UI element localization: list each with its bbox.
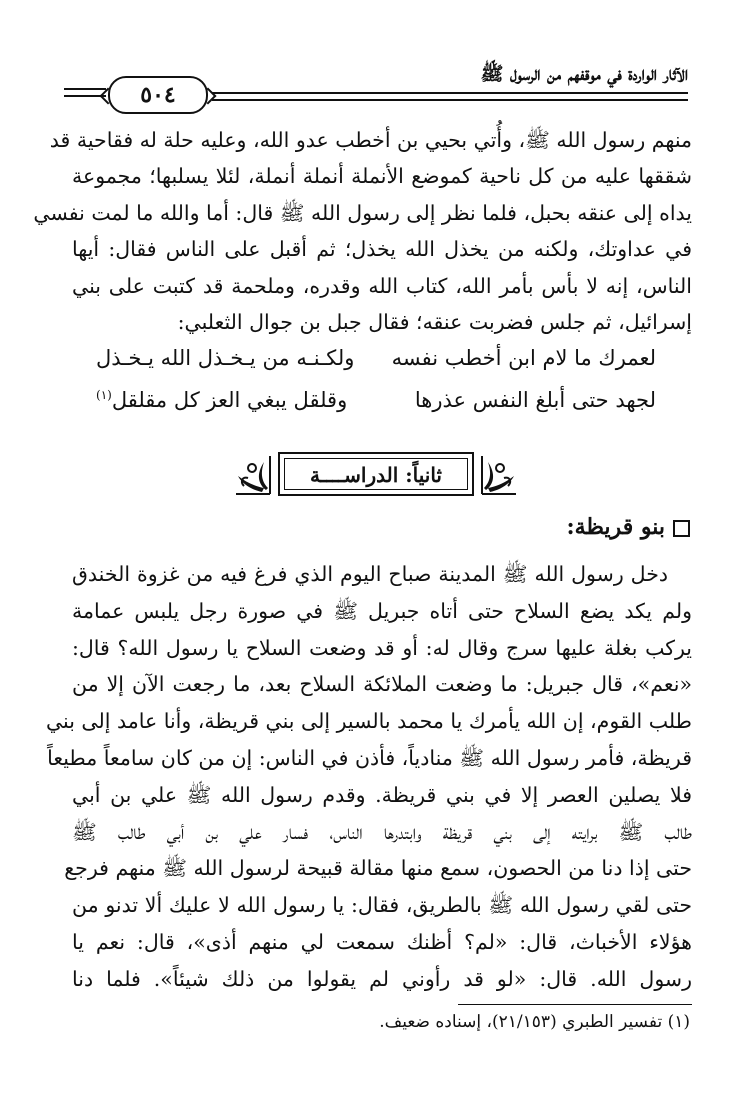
text-line: قريظة، فأمر رسول الله ﷺ منادياً، فأذن في الناس: إن من كان سامعاً مطيعاً	[47, 745, 692, 770]
footnote: (١) تفسير الطبري (٢١/١٥٣)، إسناده ضعيف.	[379, 1012, 690, 1032]
text-line: طالب ﷺ برايته إلى بني قريظة وابتدرها الناس، فسار علي بن أبي طالب ﷺ	[72, 819, 692, 844]
section-title: ثانياً: الدراســــة	[284, 458, 468, 490]
text-line: رسول الله. قال: «لو قد رأوني لم يقولوا من ذلك شيئاً». فلما دنا	[72, 966, 692, 991]
text-line: هؤلاء الأخباث، قال: «لم؟ أظنك سمعت لي منهم أذى»، قال: نعم يا	[72, 929, 692, 954]
text-line: الناس، إنه لا بأس بأمر الله، كتاب الله وقدره، وملحمة قد كتبت على بني	[72, 273, 692, 298]
text-line: إسرائيل، ثم جلس فضربت عنقه؛ فقال جبل بن جوال الثعلبي:	[177, 310, 692, 335]
text-line: طلب القوم، إن الله يأمرك يا محمد بالسير إلى بني قريظة، وأنا عامد إلى بني	[45, 709, 692, 734]
text-line: «نعم»، قال جبريل: ما وضعت الملائكة السلاح بعد، ما رجعت الآن إلا من	[72, 672, 692, 697]
text-line: منهم رسول الله ﷺ، وأُتي بحيي بن أخطب عدو الله، وعليه حلة له فقاحية قد	[49, 128, 692, 152]
page-number: ٥٠٤	[108, 76, 208, 114]
paragraph-2	[45, 556, 692, 998]
verse-2-second-hemistich	[96, 388, 347, 412]
verse-1-second-hemistich: ولكـنـه من يـخـذل الله يـخـذل	[96, 346, 355, 370]
text-line: دخل رسول الله ﷺ المدينة صباح اليوم الذي فرغ فيه من غزوة الخندق	[72, 562, 668, 586]
subheading-text: بنو قريظة:	[566, 514, 665, 540]
footnote-separator	[458, 1004, 692, 1005]
text-line: يركب بغلة عليها سرج وقال له: أو قد وضعت السلاح يا رسول الله؟ قال:	[72, 635, 692, 660]
text-line: ولم يكد يضع السلاح حتى أتاه جبريل ﷺ في صورة رجل يلبس عمامة	[72, 598, 692, 623]
text-line: فلا يصلين العصر إلا في بني قريظة. وقدم رسول الله ﷺ علي بن أبي	[72, 782, 692, 807]
text-line: في عداوتك، ولكنه من يخذل الله يخذل؛ ثم أقبل على الناس فقال: أيها	[72, 237, 692, 262]
text-line: شققها عليه من كل ناحية كموضع الأنملة أنملة أنملة، لئلا يسلبها؛ مجموعة	[72, 164, 692, 189]
subheading	[566, 514, 690, 540]
verse-1-first-hemistich: لعمرك ما لام ابن أخطب نفسه	[391, 346, 656, 370]
footnote-reference: (١)	[96, 388, 112, 402]
text-line: حتى إذا دنا من الحصون، سمع منها مقالة قبيحة لرسول الله ﷺ منهم فرجع	[64, 856, 692, 881]
text-line: حتى لقي رسول الله ﷺ بالطريق، فقال: يا رسول الله لا عليك ألا تدنو من	[72, 893, 692, 918]
floral-ornament-icon	[478, 454, 522, 496]
floral-ornament-icon	[230, 454, 274, 496]
poem	[96, 346, 656, 426]
running-title: الآثار الواردة في موقفهم من الرسول ﷺ	[480, 63, 688, 85]
page-header	[64, 58, 688, 120]
section-title-frame	[278, 452, 474, 496]
paragraph-1	[33, 122, 692, 340]
section-heading	[226, 452, 526, 498]
verse-2-first-hemistich: لجهد حتى أبلغ النفس عذرها	[414, 388, 656, 412]
header-rule-right	[212, 92, 688, 101]
checkbox-square-icon	[673, 520, 690, 537]
verse-2-second-text: وقلقل يبغي العز كل مقلقل	[111, 388, 348, 412]
text-line: يداه إلى عنقه بحبل، فلما نظر إلى رسول الله ﷺ قال: أما والله ما لمت نفسي	[33, 200, 692, 225]
